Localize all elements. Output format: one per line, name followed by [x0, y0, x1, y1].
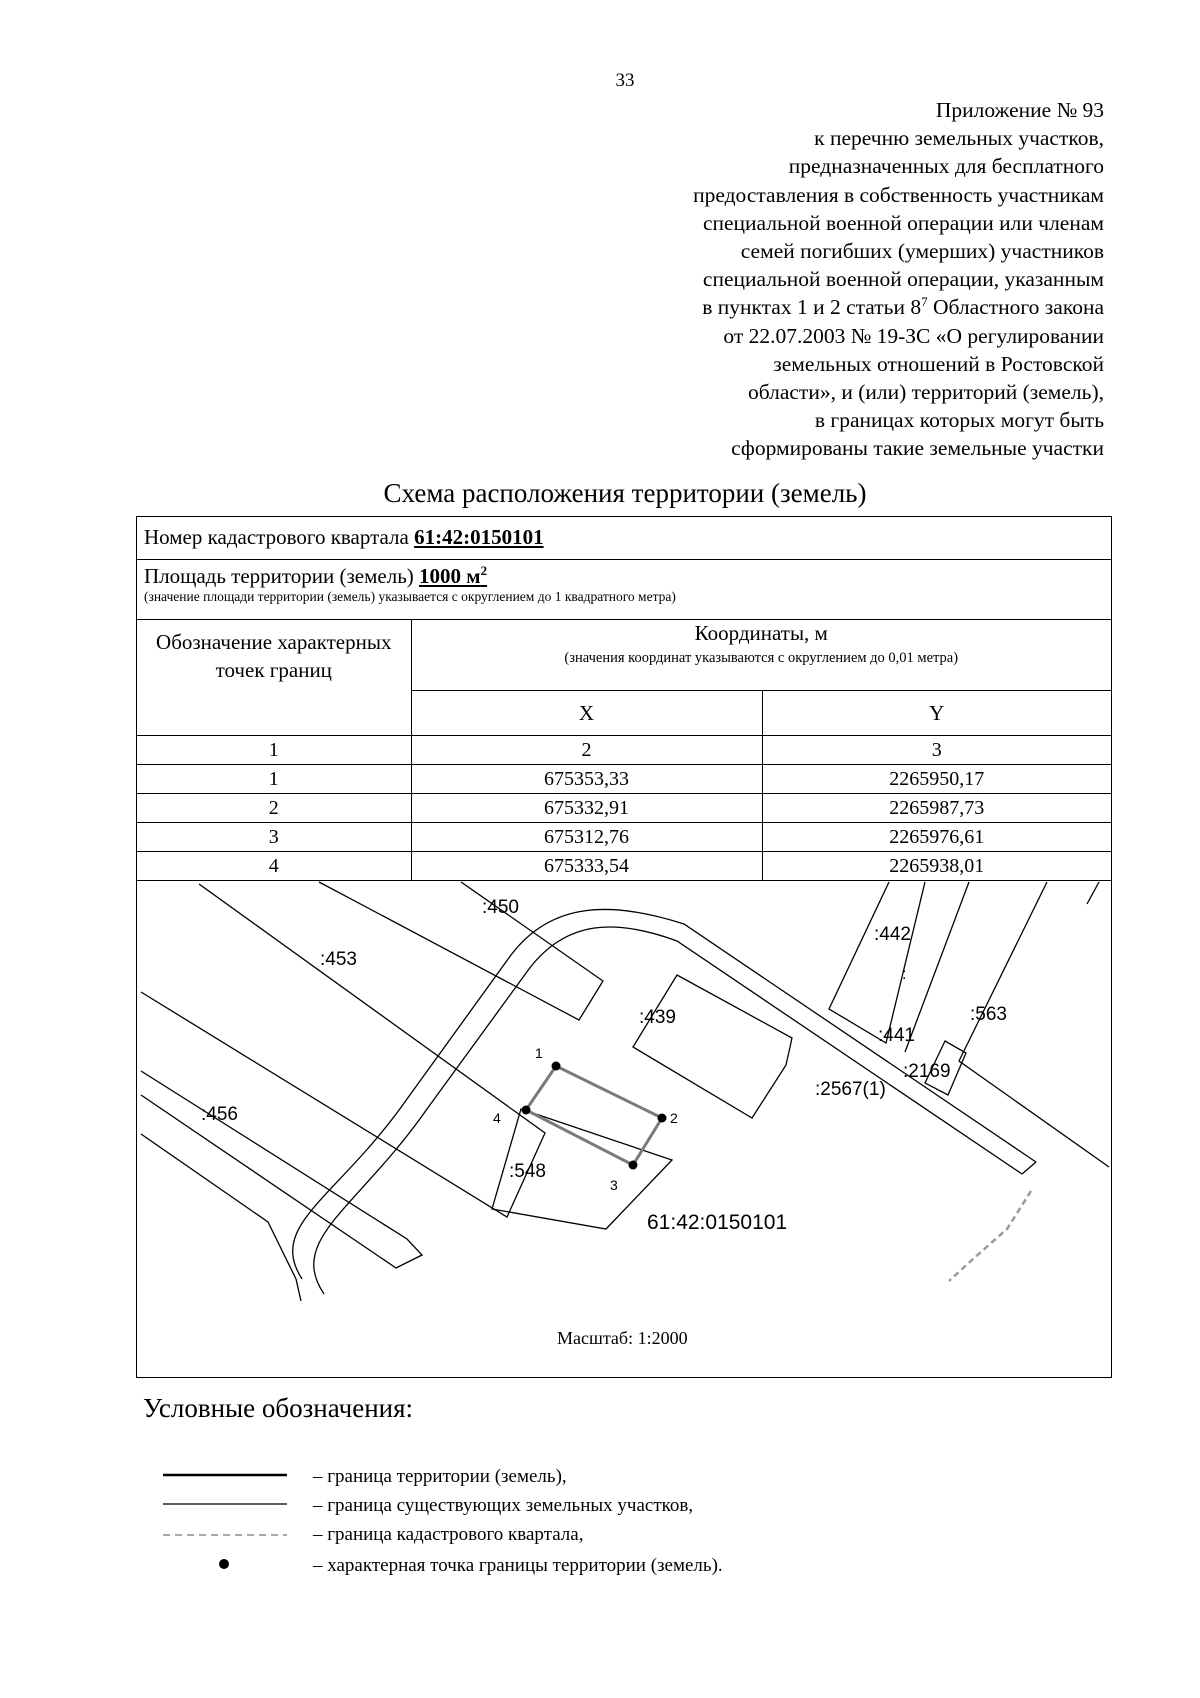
parcel-453-boundary — [141, 884, 545, 1217]
road-boundary-outer — [314, 927, 1022, 1294]
parcel-450-boundary — [319, 882, 603, 1020]
parcel-line-swatch — [159, 1492, 309, 1522]
scheme-frame — [136, 516, 1112, 1378]
y-header: Y — [762, 691, 1111, 736]
appendix-line: в границах которых могут быть — [814, 408, 1104, 433]
x-cell: 675353,33 — [411, 765, 762, 794]
y-cell: 2265987,73 — [762, 794, 1111, 823]
table-row — [137, 852, 1111, 881]
parcel-label: :442 — [874, 924, 911, 945]
parcel-label: :456 — [201, 1104, 238, 1125]
parcel-label: :2169 — [903, 1061, 951, 1082]
legend-title: Условные обозначения: — [143, 1393, 414, 1423]
legend-label: – граница территории (земель), — [313, 1466, 567, 1487]
area-label: Площадь территории (земель) — [144, 564, 420, 588]
column-number: 2 — [411, 736, 762, 765]
legend-label: – характерная точка границы территории (земель). — [313, 1555, 723, 1576]
column-number: 3 — [762, 736, 1111, 765]
parcel-label: :2567(1) — [815, 1079, 886, 1100]
x-cell: 675333,54 — [411, 852, 762, 881]
area-note: (значение площади территории (земель) указывается с округлением до 1 квадратного метра) — [144, 589, 676, 604]
parcel-563-edge — [1087, 882, 1099, 904]
point-label: 4 — [493, 1110, 501, 1126]
cadastral-number: 61:42:0150101 — [414, 525, 544, 549]
page-number: 33 — [615, 70, 635, 91]
appendix-line: семей погибших (умерших) участников — [740, 239, 1104, 264]
scheme-title: Схема расположения территории (земель) — [383, 478, 867, 508]
characteristic-points — [522, 1062, 667, 1170]
article-superscript: 7 — [921, 294, 928, 310]
map-scale: Масштаб: 1:2000 — [557, 1328, 688, 1348]
parcel-442-boundary — [829, 882, 925, 1043]
existing-parcel-boundaries — [141, 882, 1109, 1301]
parcel-label: :439 — [639, 1007, 676, 1028]
column-number-row — [137, 736, 1111, 765]
appendix-header — [464, 96, 1104, 463]
appendix-line: к перечню земельных участков, — [814, 126, 1104, 151]
coords-header — [411, 620, 1111, 691]
appendix-line: специальной военной операции, указанным — [702, 267, 1104, 292]
y-cell: 2265976,61 — [762, 823, 1111, 852]
points-header: Обозначение характерных точек границ — [137, 620, 411, 736]
appendix-line-prefix: в пунктах 1 и 2 статьи 8 — [702, 295, 922, 320]
area-row — [137, 560, 1111, 620]
point-cell: 4 — [137, 852, 411, 881]
cadastral-row — [137, 517, 1111, 560]
point-3-marker — [629, 1161, 638, 1170]
point-label: 1 — [535, 1045, 543, 1061]
appendix-line: предназначенных для бесплатного — [788, 154, 1104, 179]
appendix-line-suffix: Областного закона — [933, 295, 1104, 320]
area-value — [419, 564, 487, 588]
coordinates-table — [137, 620, 1111, 881]
point-label: 3 — [610, 1177, 618, 1193]
appendix-line: земельных отношений в Ростовской — [773, 351, 1104, 376]
appendix-line: области», и (или) территорий (земель), — [747, 380, 1104, 405]
x-cell: 675332,91 — [411, 794, 762, 823]
point-cell: 1 — [137, 765, 411, 794]
parcel-456-lower — [141, 1134, 301, 1301]
cadastral-map — [137, 879, 1110, 1376]
appendix-line — [464, 293, 1104, 321]
coords-header-label: Координаты, м — [694, 621, 828, 645]
point-2-marker — [658, 1114, 667, 1123]
y-cell: 2265938,01 — [762, 852, 1111, 881]
point-1-marker — [552, 1062, 561, 1071]
coords-note: (значения координат указываются с округлением до 0,01 метра) — [564, 650, 959, 666]
parcel-label: :563 — [970, 1004, 1007, 1025]
legend-label: – граница существующих земельных участков, — [313, 1495, 694, 1516]
column-number: 1 — [137, 736, 411, 765]
territory-line-swatch — [159, 1463, 309, 1493]
area-superscript: 2 — [480, 563, 488, 578]
quarter-line-swatch — [159, 1521, 309, 1551]
point-swatch — [159, 1552, 309, 1582]
table-row — [137, 823, 1111, 852]
legend-label: – граница кадастрового квартала, — [313, 1524, 584, 1545]
quarter-boundary — [949, 1191, 1031, 1281]
legend-item-territory — [159, 1463, 919, 1493]
point-cell: 2 — [137, 794, 411, 823]
x-cell: 675312,76 — [411, 823, 762, 852]
parcel-label: :450 — [482, 897, 519, 918]
parcel-label: :548 — [509, 1161, 546, 1182]
parcel-label: :441 — [878, 1025, 915, 1046]
appendix-line: Приложение № 93 — [935, 98, 1104, 122]
y-cell: 2265950,17 — [762, 765, 1111, 794]
legend-item-point — [159, 1552, 919, 1582]
legend-item-quarter — [159, 1521, 919, 1551]
quarter-label: 61:42:0150101 — [647, 1211, 788, 1234]
territory-boundary — [526, 1066, 662, 1165]
point-4-marker — [522, 1106, 531, 1115]
x-header: X — [411, 691, 762, 736]
legend-item-parcels — [159, 1492, 919, 1522]
road-end — [1022, 1162, 1036, 1174]
parcel-label: :453 — [320, 949, 357, 970]
area-number: 1000 м — [419, 564, 481, 588]
point-label: 2 — [670, 1110, 678, 1126]
appendix-line: от 22.07.2003 № 19-ЗС «О регулировании — [723, 323, 1104, 348]
map-colon-mark: : — [902, 966, 907, 983]
table-row — [137, 794, 1111, 823]
parcel-439-boundary — [633, 975, 792, 1118]
table-row — [137, 765, 1111, 794]
point-cell: 3 — [137, 823, 411, 852]
appendix-line: сформированы такие земельные участки — [731, 436, 1104, 461]
cadastral-label: Номер кадастрового квартала — [144, 525, 415, 549]
parcel-456-boundary — [141, 1071, 422, 1268]
appendix-line: специальной военной операции или членам — [702, 210, 1104, 235]
appendix-line: предоставления в собственность участникам — [693, 182, 1104, 207]
